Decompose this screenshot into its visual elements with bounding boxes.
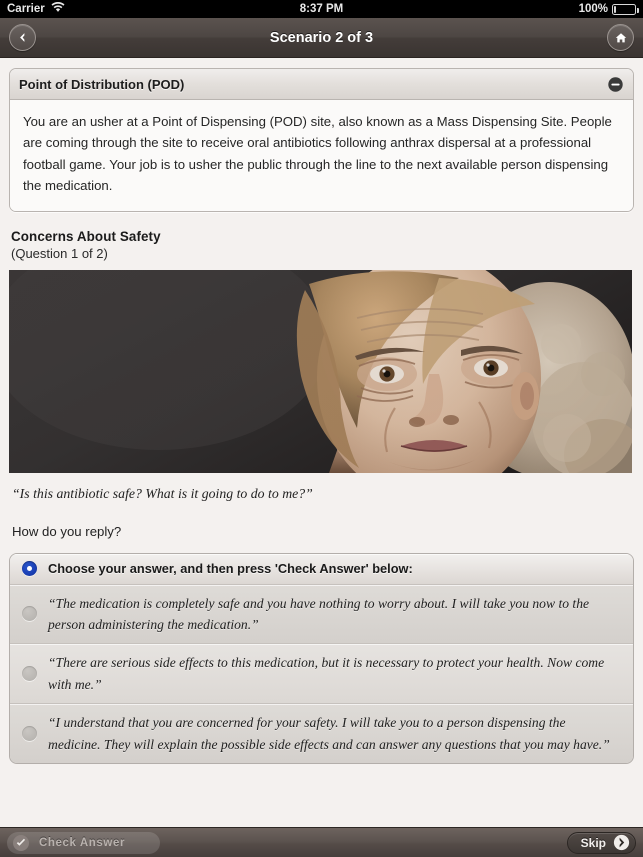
check-answer-label: Check Answer <box>39 836 126 849</box>
patient-quote: “Is this antibiotic safe? What is it going to do to me?” <box>12 485 313 501</box>
pod-panel <box>9 68 634 212</box>
answer-group-header[interactable] <box>10 554 633 585</box>
battery-icon <box>612 4 636 15</box>
radio-icon[interactable] <box>22 726 37 741</box>
back-button[interactable] <box>9 24 36 51</box>
status-bar-right <box>343 3 636 15</box>
minus-circle-icon[interactable] <box>607 76 624 93</box>
pod-panel-body: You are an usher at a Point of Dispensing (POD) site, also known as a Mass Dispensing Site. People are coming through the site to receive oral antibiotics following anthrax dispersal at a professional football game. Your job is to usher the public through the line to the next available person dispensing the medication. <box>10 100 633 211</box>
skip-label: Skip <box>580 835 606 850</box>
question-section-heading <box>11 229 632 261</box>
answer-options-group <box>9 553 634 765</box>
battery-fill <box>614 6 616 13</box>
selected-radio-icon[interactable] <box>22 561 37 576</box>
status-bar <box>0 0 643 18</box>
carrier-label: Carrier <box>7 3 45 15</box>
reply-prompt: How do you reply? <box>12 523 122 539</box>
skip-button[interactable] <box>567 832 636 854</box>
navigation-bar <box>0 18 643 58</box>
answer-group-header-label: Choose your answer, and then press 'Check Answer' below: <box>48 561 413 576</box>
answer-option-text: “I understand that you are concerned for your safety. I will take you to a person dispensing the medicine. They will explain the possible side effects and can answer any questions that you may have.” <box>48 715 610 752</box>
page-title: Scenario 2 of 3 <box>269 29 374 46</box>
answer-option-text: “The medication is completely safe and you have nothing to worry about. I will take you now to the person administering the medication.” <box>48 595 590 632</box>
answer-option-1[interactable] <box>10 585 633 645</box>
home-button[interactable] <box>607 24 634 51</box>
forward-chevron-circle-icon <box>613 834 630 851</box>
answer-option-2[interactable] <box>10 644 633 704</box>
status-bar-left <box>7 2 300 16</box>
elderly-woman-portrait-photo <box>9 270 632 473</box>
radio-icon[interactable] <box>22 666 37 681</box>
pod-panel-header[interactable] <box>10 69 633 100</box>
status-bar-clock: 8:37 PM <box>299 3 344 15</box>
check-answer-button[interactable] <box>7 832 160 854</box>
bottom-toolbar <box>0 827 643 857</box>
scroll-content <box>0 58 643 827</box>
battery-percent-label: 100% <box>578 3 608 15</box>
wifi-icon <box>51 2 65 16</box>
pod-panel-title: Point of Distribution (POD) <box>19 76 185 92</box>
answer-option-3[interactable] <box>10 704 633 763</box>
section-title: Concerns About Safety <box>11 228 161 244</box>
check-circle-icon <box>12 834 30 852</box>
radio-icon[interactable] <box>22 606 37 621</box>
back-chevron-circle-icon <box>16 31 29 44</box>
question-counter: (Question 1 of 2) <box>11 245 108 261</box>
answer-option-text: “There are serious side effects to this medication, but it is necessary to protect your health. Now come with me.” <box>48 655 605 692</box>
home-circle-icon <box>614 31 628 45</box>
